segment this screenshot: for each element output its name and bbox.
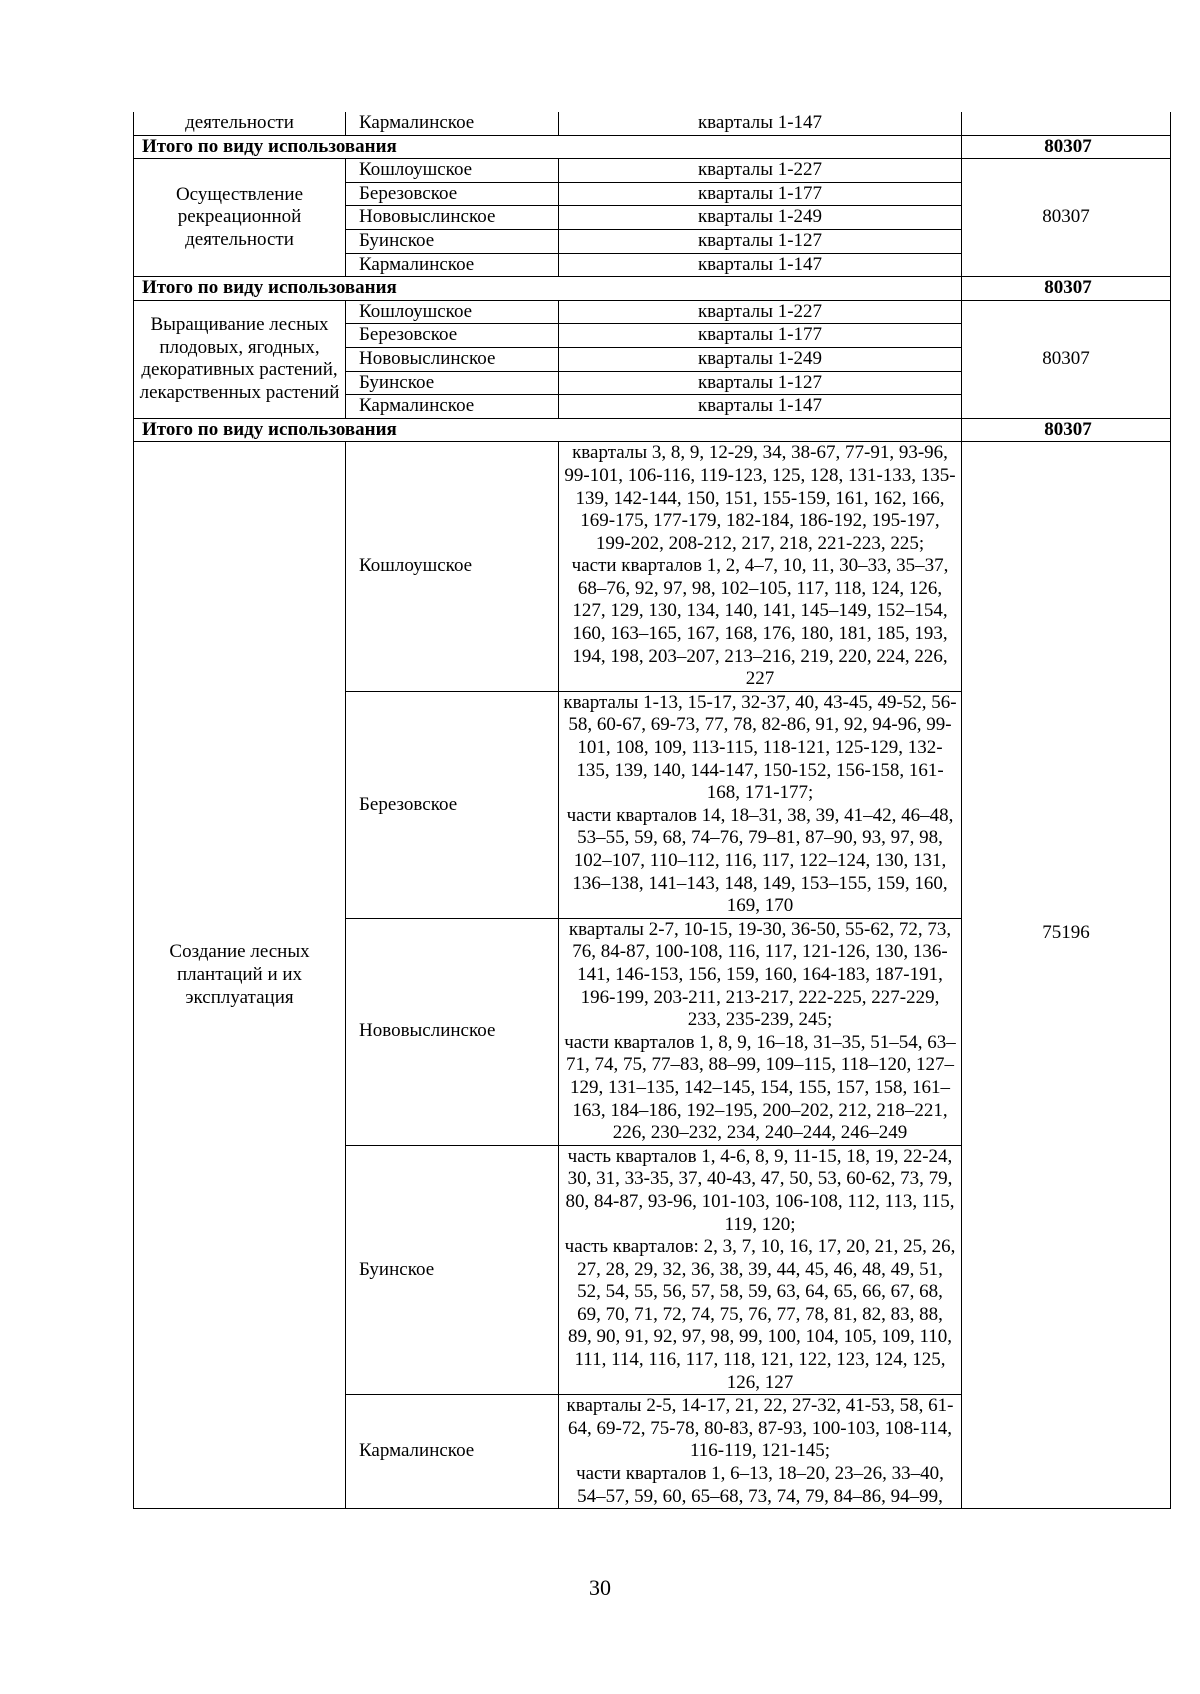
total-value: 80307 <box>962 277 1171 301</box>
table-row <box>134 159 1171 183</box>
area-cell: 80307 <box>962 159 1171 277</box>
use-type-cell: Создание лесных плантаций и их эксплуатация <box>134 442 346 1509</box>
partial-quarters-list: части кварталов 14, 18–31, 38, 39, 41–42, 46–48, 53–55, 59, 68, 74–76, 79–81, 87–90, 93, 97, 98, 102–107, 110–112, 116, 117, 122–124, 130, 131, 136–138, 141–143, 148, 149, 153–155, 159, 160, 169, 170 <box>566 804 954 917</box>
use-type-cell: Выращивание лесных плодовых, ягодных, декоративных растений, лекарственных растений <box>134 300 346 418</box>
district-cell: Кошлоушское <box>346 300 559 324</box>
quarters-cell: кварталы 1-147 <box>559 395 962 419</box>
forest-use-table <box>133 112 1171 1509</box>
district-cell: Кошлоушское <box>346 159 559 183</box>
quarters-cell: кварталы 1-249 <box>559 206 962 230</box>
total-row <box>134 135 1171 159</box>
total-label: Итого по виду использования <box>134 277 962 301</box>
quarters-cell: кварталы 1-127 <box>559 229 962 253</box>
district-cell: Березовское <box>346 182 559 206</box>
district-cell: Буинское <box>346 371 559 395</box>
quarters-cell: кварталы 1-177 <box>559 324 962 348</box>
district-cell: Нововыслинское <box>346 347 559 371</box>
district-cell: Кармалинское <box>346 112 559 135</box>
total-label: Итого по виду использования <box>134 418 962 442</box>
district-cell: Нововыслинское <box>346 918 559 1145</box>
quarters-cell: кварталы 1-227 <box>559 159 962 183</box>
quarters-cell <box>559 1395 962 1509</box>
quarters-list: часть кварталов 1, 4-6, 8, 9, 11-15, 18, 19, 22-24, 30, 31, 33-35, 37, 40-43, 47, 50, 53, 60-62, 73, 79, 80, 84-87, 93-96, 101-103, 106-108, 112, 113, 115, 119, 120; <box>565 1145 955 1235</box>
quarters-cell: кварталы 1-147 <box>559 253 962 277</box>
table-row <box>134 300 1171 324</box>
partial-quarters-list: части кварталов 1, 6–13, 18–20, 23–26, 33–40, 54–57, 59, 60, 65–68, 73, 74, 79, 84–86, 94–99, <box>576 1463 944 1507</box>
district-cell: Кармалинское <box>346 253 559 277</box>
district-cell: Кармалинское <box>346 395 559 419</box>
quarters-cell: кварталы 1-147 <box>559 112 962 135</box>
total-label: Итого по виду использования <box>134 135 962 159</box>
quarters-cell: кварталы 1-127 <box>559 371 962 395</box>
partial-quarters-list: часть кварталов: 2, 3, 7, 10, 16, 17, 20, 21, 25, 26, 27, 28, 29, 32, 36, 38, 39, 44, 45, 46, 48, 49, 51, 52, 54, 55, 56, 57, 58, 59, 63, 64, 65, 66, 67, 68, 69, 70, 71, 72, 74, 75, 76, 77, 78, 81, 82, 83, 88, 89, 90, 91, 92, 97, 98, 99, 100, 104, 105, 109, 110, 111, 114, 116, 117, 118, 121, 122, 123, 124, 125, 126, 127 <box>564 1236 956 1393</box>
total-row <box>134 277 1171 301</box>
quarters-cell: кварталы 1-177 <box>559 182 962 206</box>
area-cell: 80307 <box>962 300 1171 418</box>
quarters-cell <box>559 918 962 1145</box>
use-type-cell: Осуществление рекреационной деятельности <box>134 159 346 277</box>
quarters-list: кварталы 2-7, 10-15, 19-30, 36-50, 55-62, 72, 73, 76, 84-87, 100-108, 116, 117, 121-126, 130, 136-141, 146-153, 156, 159, 160, 164-183, 187-191, 196-199, 203-211, 213-217, 222-225, 227-229, 233, 235-239, 245; <box>568 918 952 1031</box>
district-cell: Кармалинское <box>346 1395 559 1509</box>
total-value: 80307 <box>962 135 1171 159</box>
quarters-list: кварталы 1-13, 15-17, 32-37, 40, 43-45, 49-52, 56-58, 60-67, 69-73, 77, 78, 82-86, 91, 92, 94-96, 99-101, 108, 109, 113-115, 118-121, 125-129, 132-135, 139, 140, 144-147, 150-152, 156-158, 161-168, 171-177; <box>563 691 957 804</box>
quarters-list: кварталы 3, 8, 9, 12-29, 34, 38-67, 77-91, 93-96, 99-101, 106-116, 119-123, 125, 128, 131-133, 135-139, 142-144, 150, 151, 155-159, 161, 162, 166, 169-175, 177-179, 182-184, 186-192, 195-197, 199-202, 208-212, 217, 218, 221-223, 225; <box>564 442 956 554</box>
district-cell: Березовское <box>346 691 559 918</box>
quarters-cell <box>559 691 962 918</box>
quarters-list: кварталы 2-5, 14-17, 21, 22, 27-32, 41-53, 58, 61-64, 69-72, 75-78, 80-83, 87-93, 100-103, 108-114, 116-119, 121-145; <box>566 1395 954 1462</box>
area-cell: 75196 <box>962 442 1171 1509</box>
quarters-cell: кварталы 1-249 <box>559 347 962 371</box>
table-row <box>134 112 1171 135</box>
partial-quarters-list: части кварталов 1, 2, 4–7, 10, 11, 30–33, 35–37, 68–76, 92, 97, 98, 102–105, 117, 118, 124, 126, 127, 129, 130, 134, 140, 141, 145–149, 152–154, 160, 163–165, 167, 168, 176, 180, 181, 185, 193, 194, 198, 203–207, 213–216, 219, 220, 224, 226, 227 <box>571 555 949 690</box>
total-value: 80307 <box>962 418 1171 442</box>
quarters-cell <box>559 1145 962 1395</box>
quarters-cell: кварталы 1-227 <box>559 300 962 324</box>
table-row <box>134 442 1171 692</box>
district-cell: Березовское <box>346 324 559 348</box>
district-cell: Кошлоушское <box>346 442 559 692</box>
partial-quarters-list: части кварталов 1, 8, 9, 16–18, 31–35, 51–54, 63–71, 74, 75, 77–83, 88–99, 109–115, 118–120, 127–129, 131–135, 142–145, 154, 155, 157, 158, 161–163, 184–186, 192–195, 200–202, 212, 218–221, 226, 230–232, 234, 240–244, 246–249 <box>564 1031 956 1144</box>
district-cell: Буинское <box>346 229 559 253</box>
district-cell: Нововыслинское <box>346 206 559 230</box>
page-number: 30 <box>589 1575 611 1600</box>
total-row <box>134 418 1171 442</box>
area-cell <box>962 112 1171 135</box>
district-cell: Буинское <box>346 1145 559 1395</box>
use-type-cell: деятельности <box>134 112 346 135</box>
quarters-cell <box>559 442 962 692</box>
